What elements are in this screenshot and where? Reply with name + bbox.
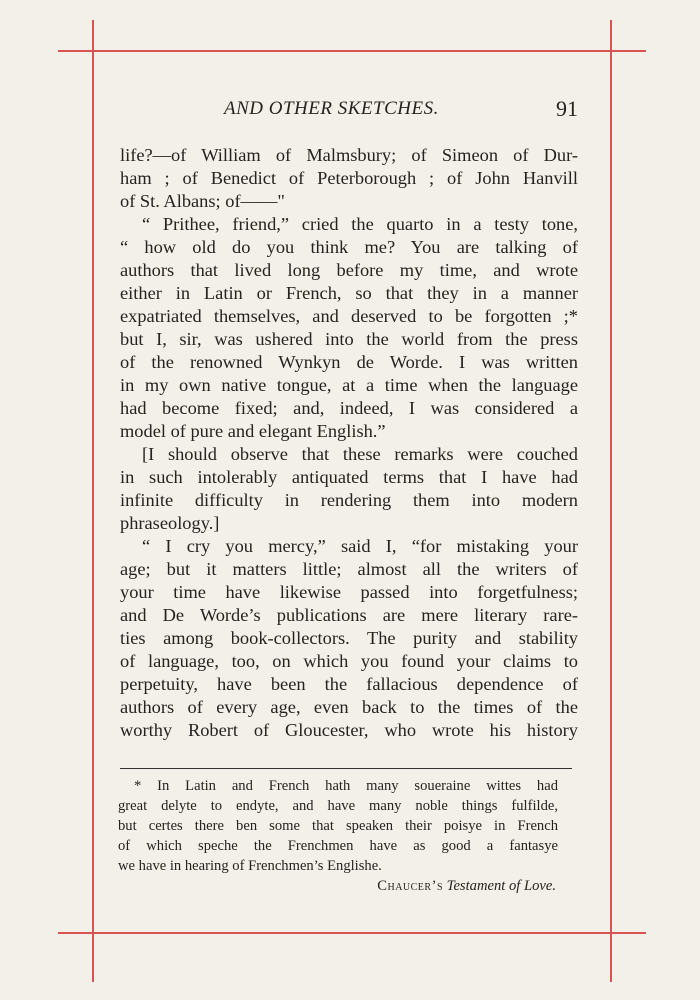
text-line: in my own native tongue, at a time when the language	[120, 375, 578, 395]
text-line: your time have likewise passed into forgetfulness;	[120, 582, 578, 602]
text-line: age; but it matters little; almost all the writers of	[120, 559, 578, 579]
body-text	[120, 144, 578, 742]
footnote-divider	[120, 768, 572, 769]
text-line: perpetuity, have been the fallacious dependence of	[120, 674, 578, 694]
attribution-work: Testament of Love.	[446, 878, 556, 894]
text-line: and De Worde’s publications are mere literary rare-	[120, 605, 578, 625]
footnote-line: we have in hearing of Frenchmen’s Englishe.	[118, 858, 382, 874]
border-rule-left	[92, 20, 94, 982]
footnote-line: of which speche the Frenchmen have as good a fantasye	[118, 838, 558, 854]
footnote-line: but certes there ben some that speaken their poisye in French	[118, 818, 558, 834]
page-header	[120, 96, 582, 128]
text-line: in such intolerably antiquated terms that I have had	[120, 467, 578, 487]
text-line: but I, sir, was ushered into the world from the press	[120, 329, 578, 349]
text-line: model of pure and elegant English.”	[120, 421, 386, 441]
text-line: infinite difficulty in rendering them into modern	[120, 490, 578, 510]
text-line: life?—of William of Malmsbury; of Simeon of Dur-	[120, 145, 578, 165]
text-line: “ how old do you think me? You are talking of	[120, 237, 578, 257]
page-number: 91	[556, 96, 578, 121]
text-line: had become fixed; and, indeed, I was considered a	[120, 398, 578, 418]
footnote	[118, 776, 558, 896]
text-line: “ I cry you mercy,” said I, “for mistaking your	[142, 536, 578, 556]
text-line: phraseology.]	[120, 513, 220, 533]
text-line: ham ; of Benedict of Peterborough ; of John Hanvill	[120, 168, 578, 188]
footnote-line: * In Latin and French hath many soueraine wittes had	[134, 778, 558, 794]
footnote-attribution	[118, 876, 558, 896]
text-line: of St. Albans; of——"	[120, 191, 285, 211]
border-rule-top	[58, 50, 646, 52]
footnote-line: great delyte to endyte, and have many noble things fulfilde,	[118, 798, 558, 814]
text-line: “ Prithee, friend,” cried the quarto in a testy tone,	[142, 214, 578, 234]
text-line: of language, too, on which you found your claims to	[120, 651, 578, 671]
border-rule-right	[610, 20, 612, 982]
border-rule-bottom	[58, 932, 646, 934]
text-line: of the renowned Wynkyn de Worde. I was written	[120, 352, 578, 372]
text-line: authors that lived long before my time, and wrote	[120, 260, 578, 280]
text-line: [I should observe that these remarks were couched	[142, 444, 578, 464]
text-line: worthy Robert of Gloucester, who wrote his history	[120, 720, 578, 740]
running-head: AND OTHER SKETCHES.	[224, 98, 439, 119]
attribution-author: Chaucer’s	[377, 878, 444, 894]
text-line: ties among book-collectors. The purity and stability	[120, 628, 578, 648]
text-line: either in Latin or French, so that they in a manner	[120, 283, 578, 303]
text-line: authors of every age, even back to the times of the	[120, 697, 578, 717]
text-line: expatriated themselves, and deserved to be forgotten ;*	[120, 306, 578, 326]
